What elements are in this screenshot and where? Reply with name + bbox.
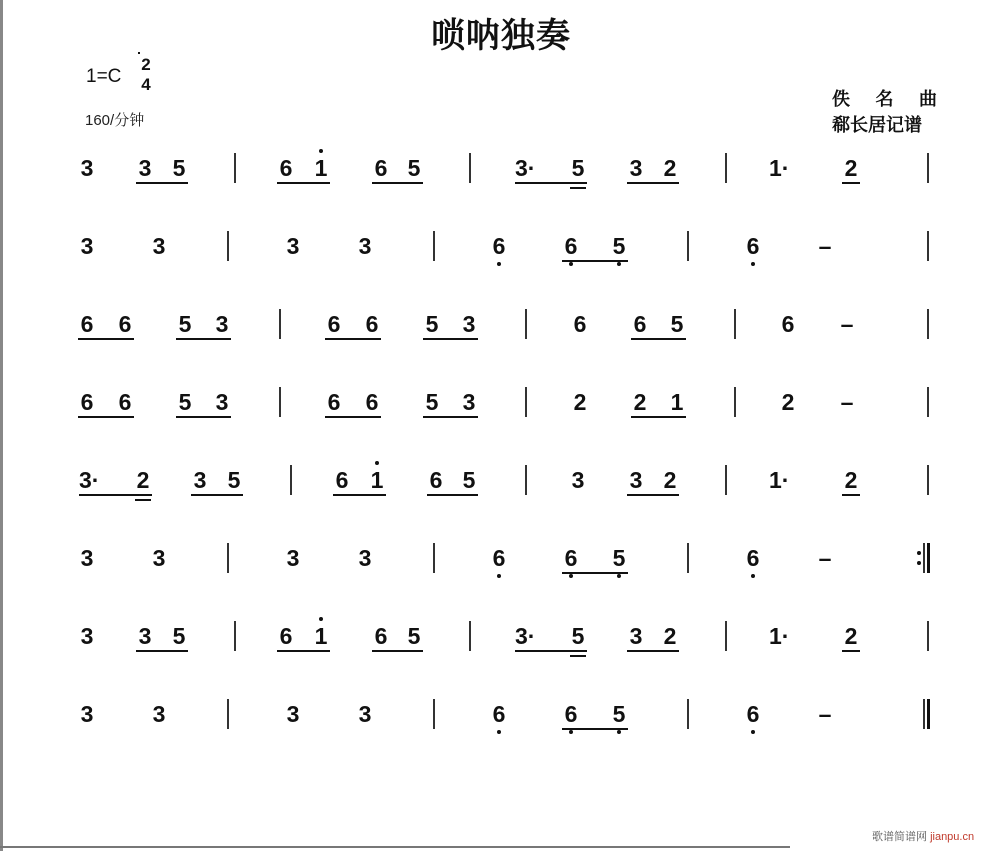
note: 3· [79, 467, 100, 493]
barline [687, 231, 689, 261]
note: 3 [80, 155, 94, 181]
high-octave-dot [319, 617, 323, 621]
score-title: 唢呐独奏 [431, 16, 571, 56]
low-octave-dot [569, 262, 573, 266]
barline-end [927, 309, 929, 339]
note: 5 [227, 467, 241, 493]
composer-char: 名 [875, 89, 894, 110]
note: 3 [358, 545, 372, 571]
note: 2 [844, 467, 858, 493]
note: 6 [327, 311, 341, 337]
composer-char: 曲 [919, 89, 937, 110]
note: 6 [365, 389, 379, 415]
barline [433, 699, 435, 729]
barline [525, 309, 527, 339]
note: 6 [562, 546, 580, 570]
beam-underline [842, 494, 860, 496]
barline [279, 309, 281, 339]
barline-end [927, 621, 929, 651]
beam-underline [136, 650, 188, 652]
low-octave-dot [617, 262, 621, 266]
beam-underline [842, 650, 860, 652]
score-row [0, 234, 1002, 274]
note: 3 [358, 701, 372, 727]
note: 5 [571, 155, 585, 181]
beam-underline [191, 494, 243, 496]
score-row [0, 156, 1002, 196]
low-octave-dot [751, 730, 755, 734]
note: 5 [425, 389, 439, 415]
time-signature [137, 55, 155, 95]
beam-underline [562, 260, 628, 262]
beam-underline [631, 338, 686, 340]
low-octave-dot [751, 262, 755, 266]
note: 3 [462, 311, 476, 337]
beam-underline [627, 650, 679, 652]
note: 3 [286, 233, 300, 259]
barline [433, 543, 435, 573]
beam-underline [325, 416, 381, 418]
high-octave-dot [375, 461, 379, 465]
beam-underline [78, 338, 134, 340]
beam-underline [515, 182, 587, 184]
note: 6 [327, 389, 341, 415]
barline [290, 465, 292, 495]
note: 2 [663, 155, 677, 181]
note: 2 [663, 623, 677, 649]
note: 3 [193, 467, 207, 493]
beam-underline [423, 416, 478, 418]
low-octave-dot [569, 730, 573, 734]
note: 3 [80, 233, 94, 259]
low-octave-dot [497, 574, 501, 578]
note: 6 [374, 155, 388, 181]
beam-underline [562, 572, 628, 574]
note: 6 [365, 311, 379, 337]
note: 5 [172, 623, 186, 649]
note: 3· [515, 623, 536, 649]
beam-underline-second [570, 655, 586, 657]
note: 6 [781, 311, 795, 337]
note: 2 [136, 467, 150, 493]
note: 5 [425, 311, 439, 337]
note: 6 [562, 234, 580, 258]
note: 6 [573, 311, 587, 337]
barline [687, 699, 689, 729]
note: 1· [769, 623, 790, 649]
note: 3 [215, 389, 229, 415]
note: 5 [407, 155, 421, 181]
score-row [0, 546, 1002, 586]
barline-end [927, 231, 929, 261]
barline [469, 153, 471, 183]
note: 6 [490, 546, 508, 570]
beam-underline [631, 416, 686, 418]
barline-end [927, 465, 929, 495]
note: 3 [629, 467, 643, 493]
note: 5 [670, 311, 684, 337]
sustain-dash: – [818, 701, 832, 727]
repeat-barline-thick [927, 543, 930, 573]
barline [234, 153, 236, 183]
beam-underline [372, 650, 423, 652]
barline [725, 621, 727, 651]
score-row [0, 468, 1002, 508]
note: 2 [781, 389, 795, 415]
note: 1 [368, 468, 386, 492]
time-signature-line [138, 52, 140, 54]
note: 5 [178, 311, 192, 337]
barline [234, 621, 236, 651]
note: 6 [118, 389, 132, 415]
repeat-barline-thin [923, 543, 925, 573]
barline [734, 309, 736, 339]
barline [525, 387, 527, 417]
barline [433, 231, 435, 261]
note: 5 [178, 389, 192, 415]
note: 6 [429, 467, 443, 493]
note: 3 [629, 155, 643, 181]
arranger-credit: 郗长居记谱 [832, 115, 922, 136]
beam-underline [423, 338, 478, 340]
beam-underline [277, 182, 330, 184]
sustain-dash: – [840, 311, 854, 337]
high-octave-dot [319, 149, 323, 153]
beam-underline [372, 182, 423, 184]
note: 6 [80, 389, 94, 415]
barline [725, 465, 727, 495]
repeat-dot [917, 551, 921, 555]
sustain-dash: – [840, 389, 854, 415]
note: 6 [118, 311, 132, 337]
note: 5 [610, 702, 628, 726]
note: 5 [172, 155, 186, 181]
note: 6 [490, 702, 508, 726]
barline [687, 543, 689, 573]
note: 3· [515, 155, 536, 181]
beam-underline [515, 650, 587, 652]
low-octave-dot [569, 574, 573, 578]
barline [227, 543, 229, 573]
note: 6 [744, 546, 762, 570]
note: 6 [744, 702, 762, 726]
beam-underline [333, 494, 386, 496]
note: 2 [573, 389, 587, 415]
final-barline-thin [923, 699, 925, 729]
note: 5 [610, 234, 628, 258]
note: 6 [279, 155, 293, 181]
note: 6 [279, 623, 293, 649]
note: 5 [407, 623, 421, 649]
barline [227, 231, 229, 261]
beam-underline [427, 494, 478, 496]
note: 3 [80, 701, 94, 727]
beam-underline [627, 494, 679, 496]
note: 3 [286, 545, 300, 571]
barline [525, 465, 527, 495]
barline [469, 621, 471, 651]
note: 3 [571, 467, 585, 493]
score-row [0, 312, 1002, 352]
note: 3 [152, 545, 166, 571]
beam-underline [134, 494, 152, 496]
note: 5 [462, 467, 476, 493]
note: 3 [462, 389, 476, 415]
watermark [872, 828, 974, 844]
note: 1 [312, 156, 330, 180]
note: 3 [152, 701, 166, 727]
note: 1 [670, 389, 684, 415]
note: 6 [374, 623, 388, 649]
note: 6 [490, 234, 508, 258]
low-octave-dot [617, 574, 621, 578]
note: 6 [562, 702, 580, 726]
watermark-site: 歌谱简谱网 [872, 831, 927, 843]
window-bottom-edge [0, 846, 790, 848]
beam-underline [277, 650, 330, 652]
composer-credit [832, 85, 937, 111]
note: 2 [633, 389, 647, 415]
key-signature: 1=C [86, 66, 122, 87]
low-octave-dot [497, 730, 501, 734]
score-row [0, 624, 1002, 664]
low-octave-dot [751, 574, 755, 578]
barline [279, 387, 281, 417]
note: 2 [844, 623, 858, 649]
watermark-url: jianpu.cn [930, 831, 975, 843]
note: 3 [215, 311, 229, 337]
note: 2 [663, 467, 677, 493]
beam-underline [176, 338, 231, 340]
low-octave-dot [497, 262, 501, 266]
note: 3 [138, 623, 152, 649]
beam-underline [78, 416, 134, 418]
barline [227, 699, 229, 729]
barline-end [927, 153, 929, 183]
beam-underline [627, 182, 679, 184]
low-octave-dot [617, 730, 621, 734]
note: 2 [844, 155, 858, 181]
barline [725, 153, 727, 183]
note: 6 [744, 234, 762, 258]
beam-underline-second [135, 499, 151, 501]
beam-underline [842, 182, 860, 184]
note: 3 [152, 233, 166, 259]
repeat-dot [917, 561, 921, 565]
note: 3 [80, 623, 94, 649]
note: 3 [138, 155, 152, 181]
sustain-dash: – [818, 545, 832, 571]
note: 5 [571, 623, 585, 649]
barline-end [927, 387, 929, 417]
note: 3 [80, 545, 94, 571]
note: 1· [769, 155, 790, 181]
note: 3 [629, 623, 643, 649]
note: 6 [80, 311, 94, 337]
composer-char: 佚 [832, 89, 850, 110]
note: 3 [358, 233, 372, 259]
barline [734, 387, 736, 417]
beam-underline [562, 728, 628, 730]
tempo-marking: 160/分钟 [85, 112, 145, 129]
time-signature-top: 2 [141, 55, 151, 74]
note: 1 [312, 624, 330, 648]
note: 1· [769, 467, 790, 493]
note: 5 [610, 546, 628, 570]
beam-underline-second [570, 187, 586, 189]
score-row [0, 702, 1002, 742]
final-barline-thick [927, 699, 930, 729]
beam-underline [136, 182, 188, 184]
time-signature-bottom: 4 [141, 75, 151, 94]
beam-underline [325, 338, 381, 340]
beam-underline [176, 416, 231, 418]
score-row [0, 390, 1002, 430]
note: 3 [286, 701, 300, 727]
note: 6 [633, 311, 647, 337]
note: 6 [335, 467, 349, 493]
sustain-dash: – [818, 233, 832, 259]
